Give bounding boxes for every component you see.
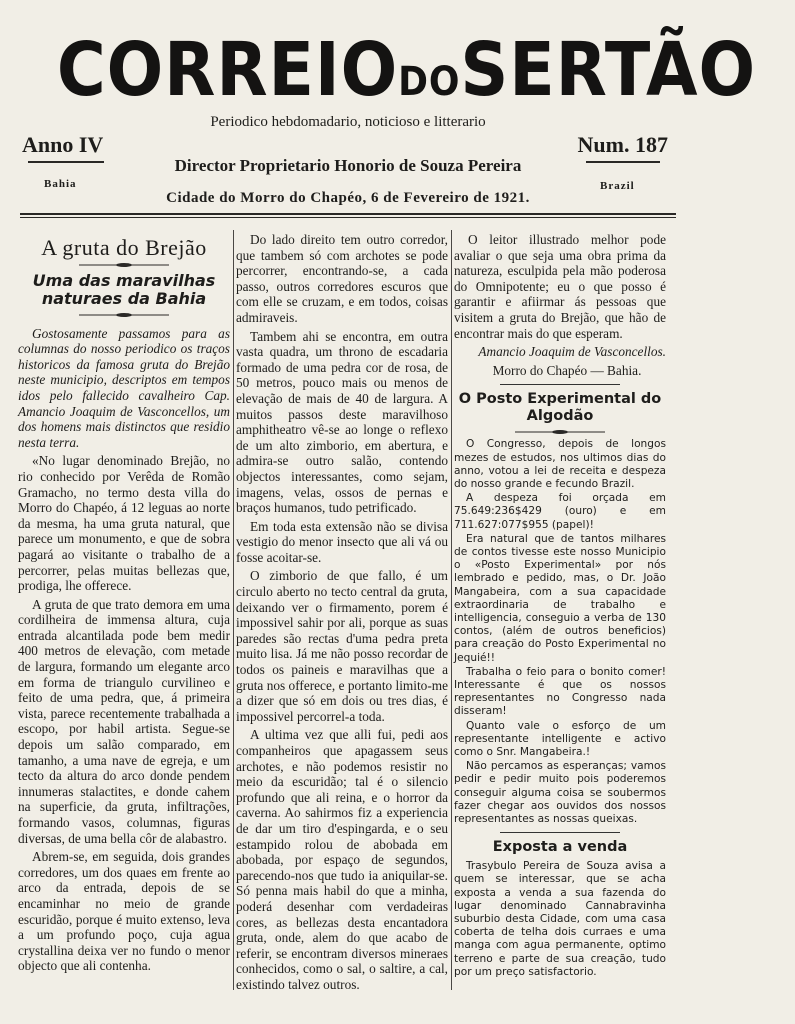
article-paragraph: «No lugar denominado Brejão, no rio conhecido por Verêda de Romão Gramacho, no termo desta villa do Morro do Chapéo, á 12 leguas ao norte da mesma, ha uma gruta natural, que parece um monumento, e que de sobra pagará ao visitante o trabalho de a percorrer, pelas muitas bellezas que, prodiga, lhe offerece. xyxy=(18,453,230,594)
posto-article-body xyxy=(454,438,666,826)
article-paragraph: A despeza foi orçada em 75.649:236$429 (ouro) e em 711.627:077$955 (papel)! xyxy=(454,492,666,531)
article-intro: Gostosamente passamos para as columnas do nosso periodico os traços historicos da famosa gruta do Brejão neste municipio, descriptos em tempos idos pelo fallecido cavalheiro Cap. Amancio Joaquim de Vasconcellos, um dos homens mais distinctos que residio nesta terra. xyxy=(18,325,230,450)
dateline: Cidade do Morro do Chapéo, 6 de Fevereiro de 1921. xyxy=(166,190,530,206)
article-paragraph: Não percamos as esperanças; vamos pedir e pedir muito pois poderemos conseguir alguma coisa se soubermos fazer chegar aos ouvidos dos nossos representantes as nossas queixas. xyxy=(454,760,666,826)
header-rule-bottom xyxy=(20,217,676,218)
header-rule-top xyxy=(20,213,676,215)
article-paragraph: Era natural que de tantos milhares de contos tivesse este nosso Municipio o «Posto Experimental» por nós lembrado e pedido, mas, o Dr. João Mangabeira, com a sua capacidade extraordinaria de trabalho e intelligencia, conseguio a verba de 130 contos, (além de outros beneficios) para creação do Posto Experimental no Jequié!! xyxy=(454,532,666,664)
issue-number: Num. 187 xyxy=(577,132,668,157)
masthead-word-correio: CORREIO xyxy=(56,27,399,113)
director-line: Director Proprietario Honorio de Souza Pereira xyxy=(174,156,522,175)
article-place: Morro do Chapéo — Bahia. xyxy=(492,362,642,378)
article-paragraph: Quanto vale o esforço de um representante intelligente e activo como o Snr. Mangabeira.! xyxy=(454,719,666,759)
section-headline-posto: O Posto Experimental do Algodão xyxy=(458,391,662,425)
ornament-divider xyxy=(79,312,169,318)
masthead-title xyxy=(57,26,756,126)
column-3 xyxy=(454,232,666,980)
column-2 xyxy=(236,232,448,996)
column-1 xyxy=(18,232,230,977)
article-paragraph: Em toda esta extensão não se divisa vestigio do menor insecto que ali vá ou fosse acoitar-se. xyxy=(236,518,448,565)
column-divider-2 xyxy=(451,230,452,990)
article-paragraph: Abrem-se, em seguida, dois grandes corredores, um dos quaes em frente ao arco da entrada, depois de se encaminhar no meio de grande escuridão, porque é muito extenso, leva a um profundo poço, cuja agua crystallina deixa ver no fundo o menor objecto que ali contenha. xyxy=(18,849,230,974)
state-left: Bahia xyxy=(44,178,77,190)
venda-article-body xyxy=(454,860,666,979)
section-divider xyxy=(500,384,620,385)
column-divider-1 xyxy=(233,230,234,990)
masthead-subtitle: Periodico hebdomadario, noticioso e litterario xyxy=(210,114,486,130)
ornament-divider xyxy=(515,429,605,435)
article-subhead: Uma das maravilhas naturaes da Bahia xyxy=(32,270,216,308)
article-signature: Amancio Joaquim de Vasconcellos. xyxy=(478,344,666,360)
article-headline: A gruta do Brejão xyxy=(41,235,207,260)
article-paragraph: Trabalha o feio para o bonito comer! Interessante é que os nossos representantes no Congresso nada disseram! xyxy=(454,665,666,718)
article-paragraph: Do lado direito tem outro corredor, que tambem só com archotes se pode percorrer, encontrando-se, a cada passo, outros corredores escuros que com elle se cruzam, e em todos, coisas admiraveis. xyxy=(236,232,448,325)
state-right: Brazil xyxy=(600,180,635,192)
article-paragraph: Tambem ahi se encontra, em outra vasta quadra, um throno de escadaria formado de uma pedra cor de rosa, de 50 metros, pouco mais ou menos de elevação de mais de 40 de largura. A muitos passos deste maravilhoso amphitheatro vê-se ao longe o reflexo de um alto zimborio, em abertura, e admira-se outro salão, contendo objectos interessantes, como sejam, imagens, velas, ossos de pernas e braços humanos, tudo petrificado. xyxy=(236,328,448,516)
article-paragraph: A gruta de que trato demora em uma cordilheira de immensa altura, cuja entrada alcantilada pode bem medir 400 metros de elevação, com metade de largura, formando um elegante arco em forma de triangulo curvilineo e feito de uma pedra, que, á primeira vista, parece recentemente trabalhada a escopo, por habil artista. Segue-se depois um salão comparado, em tamanho, a uma nave de egreja, e um tecto da altura do arco donde pendem innumeras stalactites, e donde cahem na superficie, da gruta, infiltrações, formando vasos, columnas, figuras diversas, de uma bella côr de alabastro. xyxy=(18,596,230,846)
section-headline-venda: Exposta a venda xyxy=(492,839,628,856)
article-paragraph: O leitor illustrado melhor pode avaliar o que seja uma obra prima da natureza, esculpida pela mão poderosa do Omnipotente; eu o que posso é garantir e afiirmar ás pessoas que visitem a gruta do Brejão, que hão de encontrar mais do que esperam. xyxy=(454,232,666,341)
masthead-word-do: DO xyxy=(398,59,461,105)
section-divider xyxy=(500,832,620,833)
article-paragraph: O Congresso, depois de longos mezes de estudos, nos ultimos dias do anno, votou a lei de receita e despeza do nosso grande e fecundo Brazil. xyxy=(454,438,666,490)
article-paragraph: Trasybulo Pereira de Souza avisa a quem se interessar, que se acha exposta a venda a sua fazenda do lugar denominado Cannabravinha suburbio desta Cidade, com uma casa coberta de telha dois curraes e uma manga com agua permanente, optimo terreno e parte de sua creação, tudo por um preço satisfactorio. xyxy=(454,860,666,978)
ornament-divider xyxy=(79,262,169,268)
issue-year: Anno IV xyxy=(22,132,104,157)
article-paragraph: O zimborio de que fallo, é um circulo aberto no tecto central da gruta, deixando ver o firmamento, porem é impossivel sahir por ali, porque as suas paredes são rectas d'uma pedra preta muito lisa. Já me não posso recordar de todos os paineis e maravilhas que a gruta nos offerece, e portanto limito-me a dizer que só em dois ou tres dias, é impossivel percorrel-a toda. xyxy=(236,568,448,724)
masthead xyxy=(18,26,756,118)
masthead-word-sertao: SERTÃO xyxy=(460,27,756,113)
article-paragraph: A ultima vez que alli fui, pedi aos companheiros que apagassem seus archotes, e não podemos resistir no meio da escuridão; tal é o silencio profundo que ali reina, e o horror da caverna. Ao sahirmos fiz a experiencia de dar um tiro d'espingarda, e o seu estampido rolou de abobada em abobada, por espaço de segundos, parecendo-nos que tudo ia aniquilar-se. Só penna mais habil do que a minha, poderá desenhar com verdadeiras cores, as bellezas desta encantadora gruta, onde, alem do que acabo de referir, se encontram diversos mineraes conhecidos, como o sal, o saltire, a cal, existindo talvez outros. xyxy=(236,727,448,992)
